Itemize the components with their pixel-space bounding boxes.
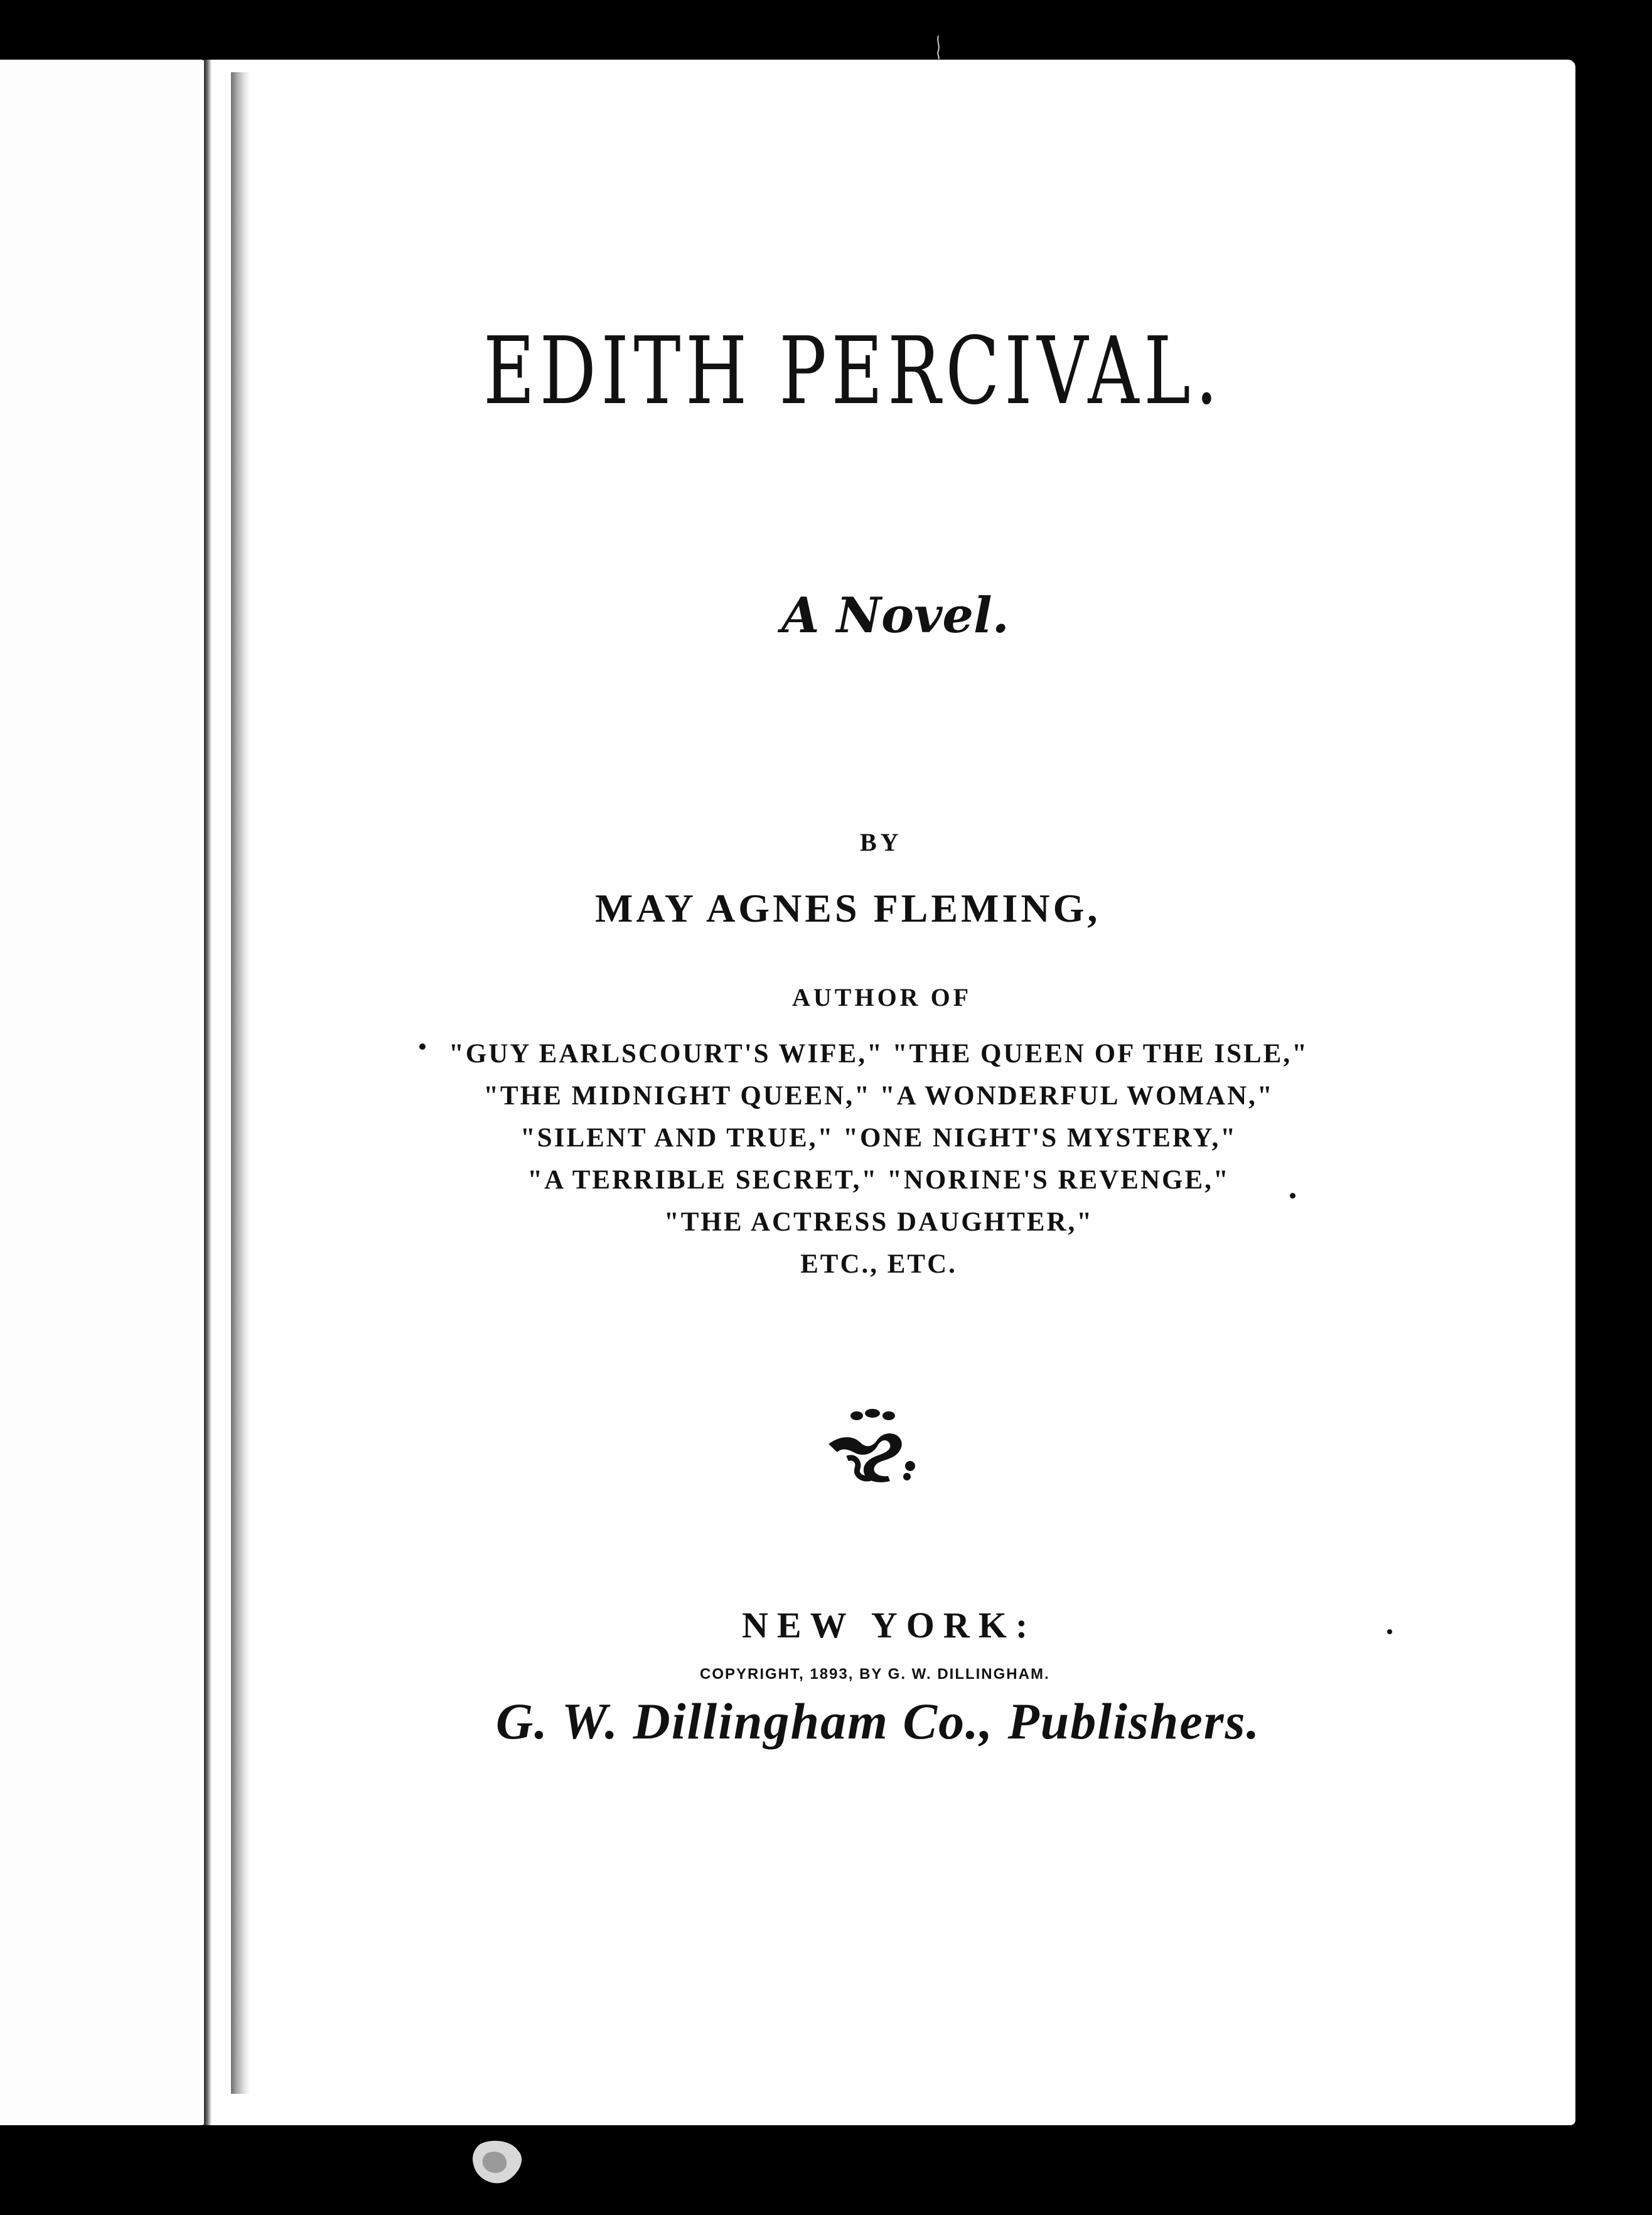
author-name: MAY AGNES FLEMING, (595, 886, 1101, 930)
book-title: EDITH PERCIVAL. (483, 317, 1223, 425)
author-of-label: AUTHOR OF (792, 983, 972, 1011)
paper-damage-mark (468, 2138, 530, 2188)
ink-speck (1387, 1629, 1392, 1634)
copyright-notice: COPYRIGHT, 1893, BY G. W. DILLINGHAM. (700, 1666, 1050, 1683)
book-subtitle: A Novel. (781, 587, 1009, 644)
other-works-line: "GUY EARLSCOURT'S WIFE," "THE QUEEN OF THE ISLE," (448, 1039, 1309, 1069)
ink-speck (1290, 1193, 1295, 1199)
other-works-line: ETC., ETC. (800, 1249, 957, 1279)
other-works-line: "THE ACTRESS DAUGHTER," (663, 1207, 1094, 1237)
book-title-container (483, 317, 1362, 424)
publication-place: NEW YORK: (742, 1605, 1037, 1646)
publisher-monogram-icon (810, 1403, 935, 1497)
left-page-edge (0, 60, 207, 2125)
other-works-line: "THE MIDNIGHT QUEEN," "A WONDERFUL WOMAN," (483, 1081, 1274, 1111)
other-works-line: "A TERRIBLE SECRET," "NORINE'S REVENGE," (527, 1165, 1230, 1195)
gutter-shadow (231, 72, 250, 2094)
other-works-line: "SILENT AND TRUE," "ONE NIGHT'S MYSTERY," (520, 1123, 1238, 1153)
book-gutter (204, 60, 212, 2125)
ink-speck (419, 1043, 426, 1050)
byline: BY (860, 828, 903, 856)
other-works-list (421, 1033, 1337, 1285)
publisher-name: G. W. Dillingham Co., Publishers. (496, 1693, 1261, 1750)
binding-thread-mark (935, 35, 941, 60)
